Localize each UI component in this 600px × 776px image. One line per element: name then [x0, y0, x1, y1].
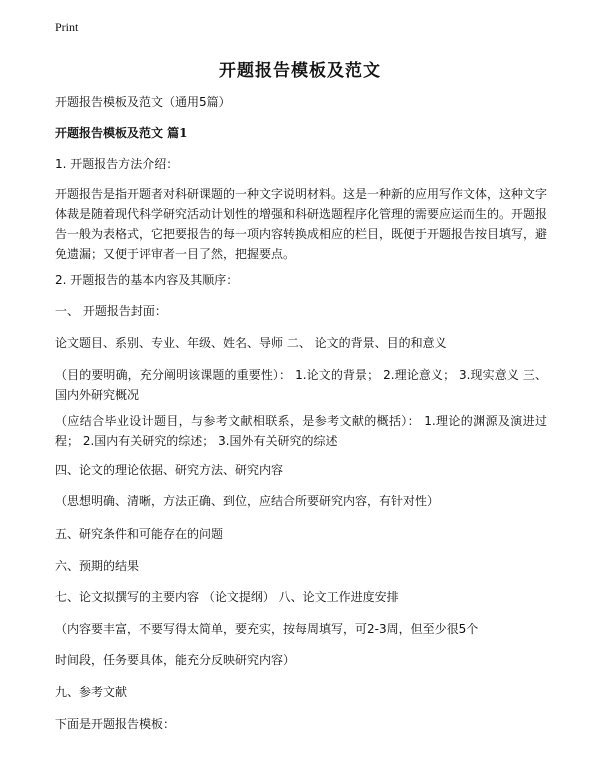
list-item-research-overview: （应结合毕业设计题目，与参考文献相联系，是参考文献的概括）： 1.理论的渊源及演进过程； 2.国内有关研究的综述； 3.国外有关研究的综述: [55, 414, 547, 448]
content-order-heading: 2. 开题报告的基本内容及其顺序：: [55, 273, 239, 287]
list-item-schedule-note-cont: 时间段，任务要具体，能充分反映研究内容）: [55, 653, 296, 667]
intro-paragraph: 开题报告是指开题者对科研课题的一种文字说明材料。这是一种新的应用写作文体，这种文字体裁是随着现代科学研究活动计划性的增强和科研选题程序化管理的需要应运而生的。开题报告一般为表格式，它把要报告的每一项内容转换成相应的栏目，既便于开题报告按目填写，避免遗漏；又便于评审者一目了然，把握要点。: [55, 187, 548, 261]
document-title: 开题报告模板及范文: [219, 61, 381, 81]
template-intro: 下面是开题报告模板：: [55, 717, 176, 731]
list-item-schedule-note: （内容要丰富，不要写得太简单，要充实，按每周填写，可2-3周，但至少很5个: [55, 622, 479, 636]
list-item-theory-note: （思想明确、清晰，方法正确、到位，应结合所要研究内容，有针对性）: [55, 494, 440, 508]
list-item-theory-basis: 四、论文的理论依据、研究方法、研究内容: [55, 463, 284, 477]
list-item-purpose: （目的要明确，充分阐明该课题的重要性）： 1.论文的背景； 2.理论意义； 3.现实意义 三、国内外研究概况: [55, 368, 547, 402]
list-item-conditions: 五、研究条件和可能存在的问题: [55, 527, 224, 541]
list-item-references: 九、参考文献: [55, 685, 128, 699]
section-heading: 开题报告模板及范文 篇1: [55, 126, 188, 140]
document-subtitle: 开题报告模板及范文（通用5篇）: [55, 95, 231, 109]
list-item-outline: 七、论文拟撰写的主要内容 （论文提纲） 八、论文工作进度安排: [55, 590, 399, 604]
method-intro-heading: 1. 开题报告方法介绍：: [55, 157, 179, 171]
list-item-title-fields: 论文题目、系别、专业、年级、姓名、导师 二、 论文的背景、目的和意义: [55, 336, 447, 350]
list-item-expected-results: 六、预期的结果: [55, 559, 140, 573]
print-link[interactable]: Print: [55, 20, 79, 34]
list-item-cover: 一、 开题报告封面：: [55, 304, 167, 318]
